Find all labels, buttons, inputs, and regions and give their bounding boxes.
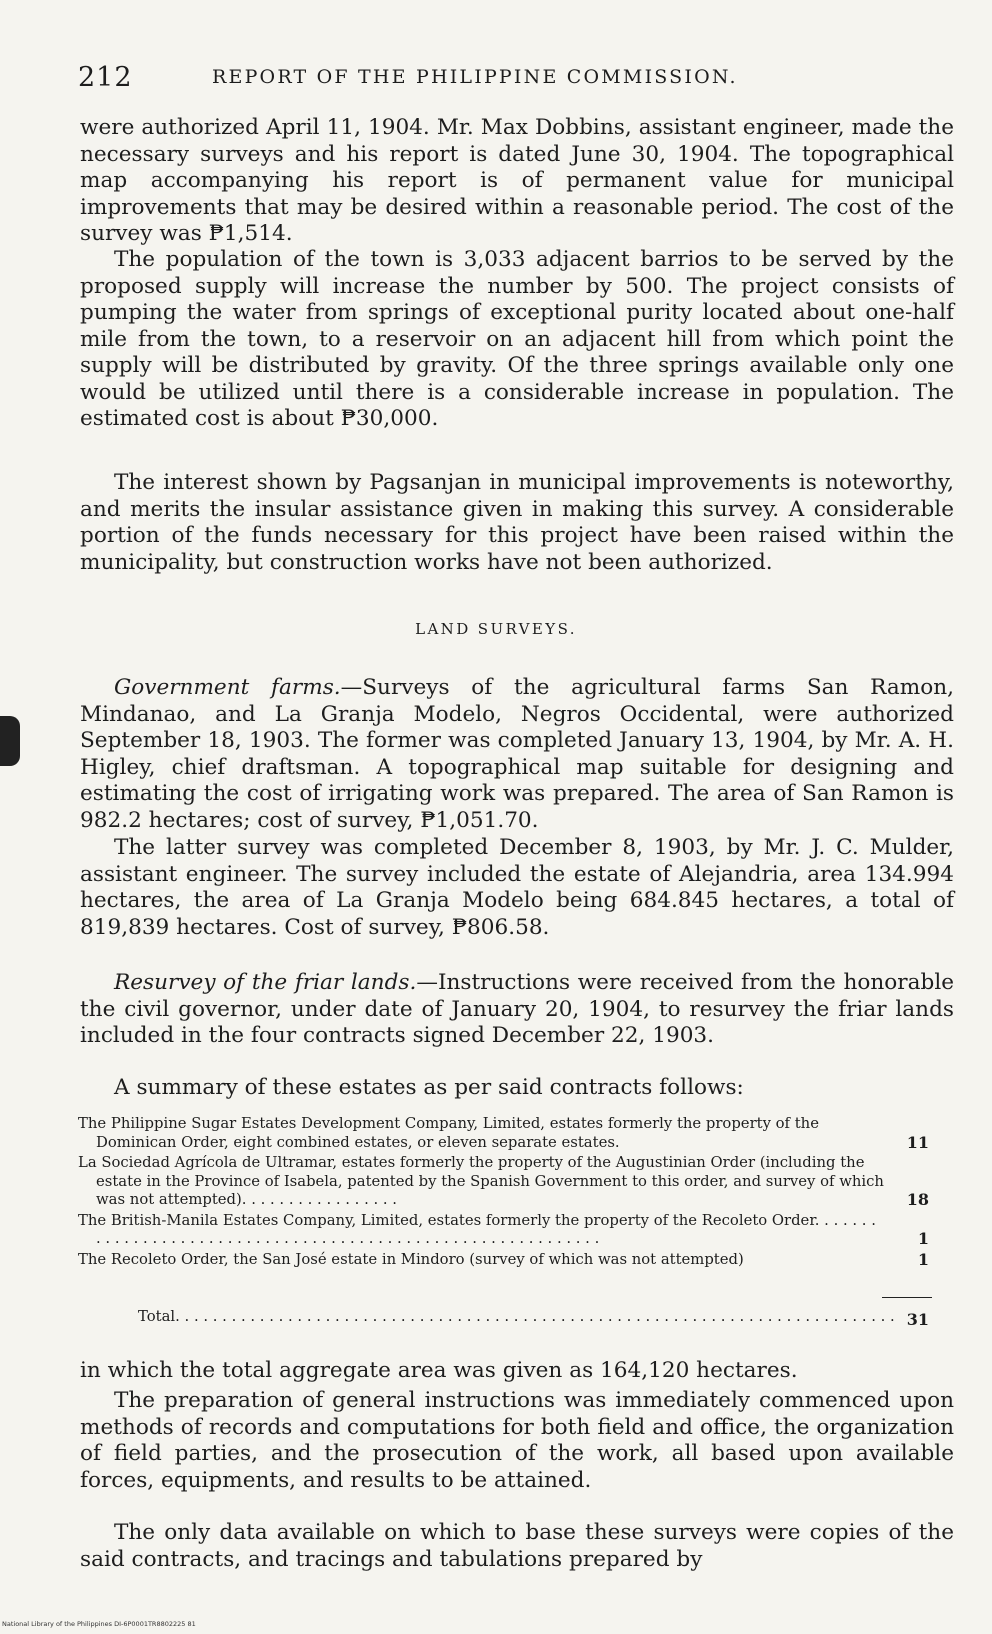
summary-row-count: 18 [906, 1190, 929, 1209]
estates-summary-table [78, 1115, 933, 1271]
summary-row-description: The British-Manila Estates Company, Limited, estates formerly the property of the Recoleto Order. . . . . . . . . . . . . . . . . . . . . . . . . . . . . . . . . . . . . . . . . . . . . . . . . . . . . . . . . . . . . [78, 1211, 876, 1247]
paragraph-4 [80, 675, 954, 834]
paragraph-6 [80, 970, 954, 1050]
paragraph-7: A summary of these estates as per said contracts follows: [114, 1075, 744, 1100]
scan-edge-mark [0, 716, 20, 766]
summary-row-description: La Sociedad Agrícola de Ultramar, estates formerly the property of the Augustinian Order (including the estate in the Province of Isabela, patented by the Spanish Government to this order, and survey of which was not attempted). . . . . . . . . . . . . . . . . [78, 1154, 884, 1208]
summary-row-description: The Philippine Sugar Estates Development Company, Limited, estates formerly the property of the Dominican Order, eight combined estates, or eleven separate estates. [78, 1115, 819, 1151]
paragraph-8: in which the total aggregate area was given as 164,120 hectares. [80, 1358, 798, 1383]
summary-row [78, 1154, 933, 1210]
paragraph-2: The population of the town is 3,033 adjacent barrios to be served by the proposed supply will increase the number by 500. The project consists of pumping the water from springs of exceptional purity located about one-half mile from the town, to a reservoir on an adjacent hill from which point the supply will be distributed by gravity. Of the three springs available only one would be utilized until there is a considerable increase in population. The estimated cost is about ₱30,000. [80, 247, 954, 431]
paragraph-3: The interest shown by Pagsanjan in municipal improvements is noteworthy, and merits the insular assistance given in making this survey. A considerable portion of the funds necessary for this project have been raised within the municipality, but construction works have not been authorized. [80, 470, 954, 575]
paragraph-5: The latter survey was completed December 8, 1903, by Mr. J. C. Mulder, assistant engineer. The survey included the estate of Alejandria, area 134.994 hectares, the area of La Granja Modelo being 684.845 hectares, a total of 819,839 hectares. Cost of survey, ₱806.58. [80, 835, 954, 940]
summary-row-description: The Recoleto Order, the San José estate in Mindoro (survey of which was not attempted) [78, 1250, 744, 1268]
summary-row [78, 1212, 933, 1249]
summary-total-row [78, 1308, 933, 1329]
paragraph-6-text: —Instructions were received from the honorable the civil governor, under date of January 20, 1904, to resurvey the friar lands included in the four contracts signed December 22, 1903. [80, 970, 955, 1048]
summary-total-label: Total. . . . . . . . . . . . . . . . . . . . . . . . . . . . . . . . . . . . . . . . . . . . . . . . . . . . . . . . . . . . . . . . . . . . . . . . . . . . . [138, 1308, 895, 1325]
summary-total-value: 31 [906, 1310, 929, 1329]
summary-row [78, 1115, 933, 1152]
paragraph-10: The only data available on which to base these surveys were copies of the said contracts, and tracings and tabulations prepared by [80, 1520, 954, 1572]
paragraph-6-lead: Resurvey of the friar lands. [114, 970, 417, 995]
paragraph-9: The preparation of general instructions was immediately commenced upon methods of records and computations for both field and office, the organization of field parties, and the prosecution of the work, all based upon available forces, equipments, and results to be attained. [80, 1388, 954, 1493]
summary-row-count: 1 [917, 1249, 929, 1269]
summary-total-rule [882, 1297, 932, 1298]
paragraph-4-lead: Government farms. [114, 675, 341, 700]
section-heading: LAND SURVEYS. [415, 620, 577, 638]
paragraph-1: were authorized April 11, 1904. Mr. Max Dobbins, assistant engineer, made the necessary surveys and his report is dated June 30, 1904. The topographical map accompanying his report is of permanent value for municipal improvements that may be desired within a reasonable period. The cost of the survey was ₱1,514. [80, 115, 954, 246]
summary-row-count: 1 [917, 1229, 929, 1248]
page-number: 212 [78, 62, 133, 93]
scan-footer-note: National Library of the Philippines DI-6P0001TR8802225 81 [2, 1620, 196, 1628]
summary-row-count: 11 [906, 1132, 929, 1152]
page-header [78, 62, 948, 100]
paragraph-4-text: —Surveys of the agricultural farms San Ramon, Mindanao, and La Granja Modelo, Negros Occidental, were authorized September 18, 1903. The former was completed January 13, 1904, by Mr. A. H. Higley, chief draftsman. A topographical map suitable for designing and estimating the cost of irrigating work was prepared. The area of San Ramon is 982.2 hectares; cost of survey, ₱1,051.70. [80, 675, 954, 833]
summary-row [78, 1251, 933, 1270]
running-head: REPORT OF THE PHILIPPINE COMMISSION. [212, 66, 738, 88]
